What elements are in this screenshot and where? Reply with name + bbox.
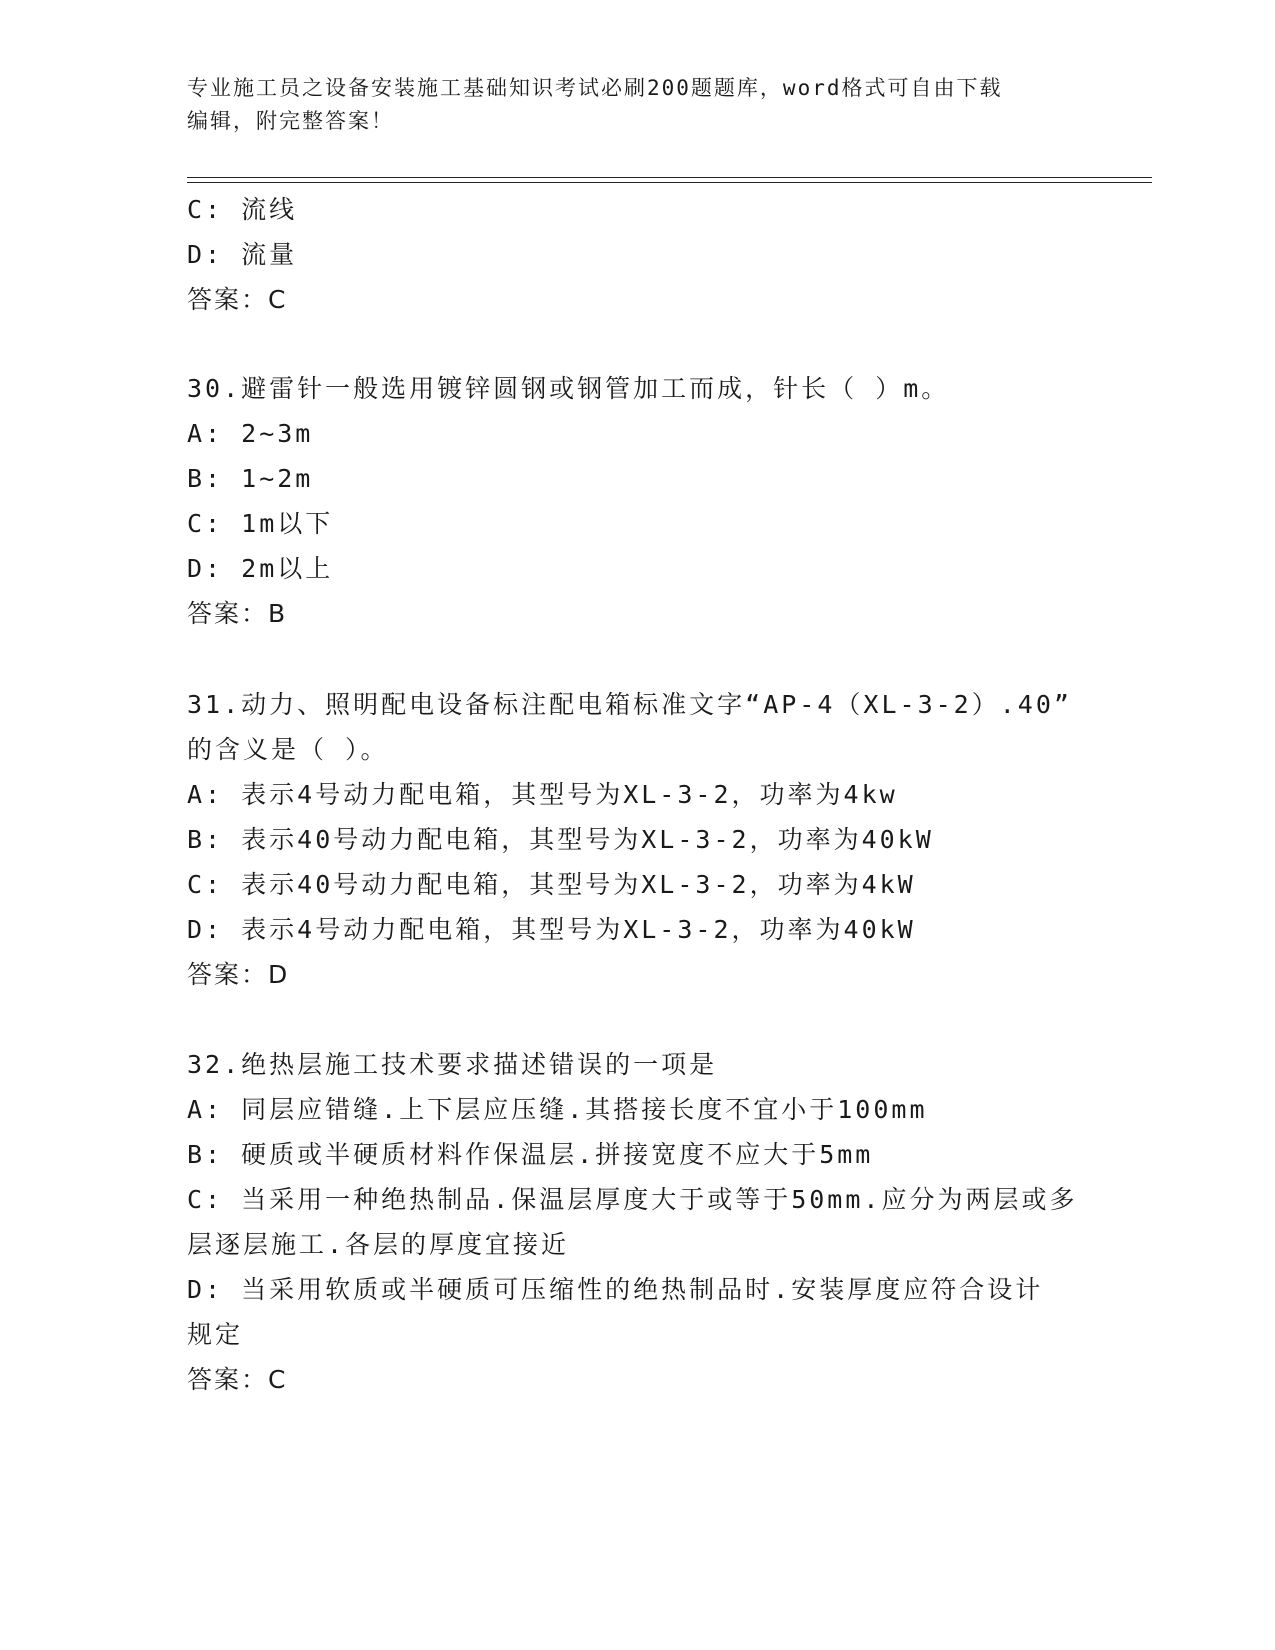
header-title-line-1: 专业施工员之设备安装施工基础知识考试必刷200题题库，word格式可自由下载 bbox=[187, 76, 1003, 100]
q30-option-c: C: 1m以下 bbox=[187, 509, 334, 538]
q32-option-c-line-2: 层逐层施工.各层的厚度宜接近 bbox=[187, 1230, 570, 1259]
header-divider-bottom bbox=[187, 182, 1152, 183]
q31-stem-line-2: 的含义是（ ）。 bbox=[187, 735, 389, 764]
q32-answer: 答案：C bbox=[187, 1365, 288, 1394]
q32-option-d-line-2: 规定 bbox=[187, 1320, 244, 1349]
prev-question-option-d: D: 流量 bbox=[187, 240, 298, 269]
q32-stem: 32.绝热层施工技术要求描述错误的一项是 bbox=[187, 1050, 718, 1079]
q30-stem: 30.避雷针一般选用镀锌圆钢或钢管加工而成，针长（ ）m。 bbox=[187, 374, 950, 403]
q30-option-b: B: 1~2m bbox=[187, 464, 314, 493]
prev-question-option-c: C: 流线 bbox=[187, 195, 298, 224]
q31-option-b: B: 表示40号动力配电箱，其型号为XL-3-2，功率为40kW bbox=[187, 825, 934, 854]
header-title-line-2: 编辑，附完整答案！ bbox=[187, 109, 394, 133]
q30-answer: 答案：B bbox=[187, 599, 288, 628]
prev-question-answer: 答案：C bbox=[187, 285, 288, 314]
q32-option-b: B: 硬质或半硬质材料作保温层.拼接宽度不应大于5mm bbox=[187, 1140, 874, 1169]
q31-option-d: D: 表示4号动力配电箱，其型号为XL-3-2，功率为40kW bbox=[187, 915, 916, 944]
q31-option-a: A: 表示4号动力配电箱，其型号为XL-3-2，功率为4kw bbox=[187, 780, 898, 809]
q31-option-c: C: 表示40号动力配电箱，其型号为XL-3-2，功率为4kW bbox=[187, 870, 916, 899]
q32-option-a: A: 同层应错缝.上下层应压缝.其搭接长度不宜小于100mm bbox=[187, 1095, 928, 1124]
q31-stem-line-1: 31.动力、照明配电设备标注配电箱标准文字“AP-4（XL-3-2）.40” bbox=[187, 690, 1072, 719]
header-divider-top bbox=[187, 177, 1152, 178]
q31-answer: 答案：D bbox=[187, 960, 290, 989]
document-header bbox=[187, 72, 1087, 138]
q32-option-d-line-1: D: 当采用软质或半硬质可压缩性的绝热制品时.安装厚度应符合设计 bbox=[187, 1275, 1044, 1304]
q30-option-a: A: 2~3m bbox=[187, 419, 314, 448]
q32-option-c-line-1: C: 当采用一种绝热制品.保温层厚度大于或等于50mm.应分为两层或多 bbox=[187, 1185, 1078, 1214]
q30-option-d: D: 2m以上 bbox=[187, 554, 334, 583]
